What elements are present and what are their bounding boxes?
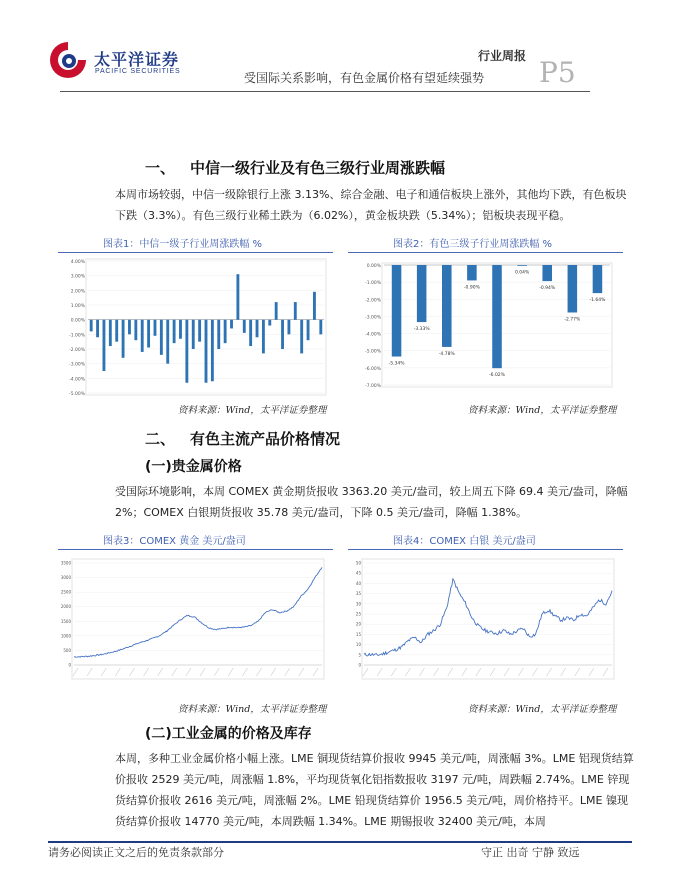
company-logo-icon [48,40,88,80]
bar [467,265,477,280]
bar [224,320,227,343]
fig3-title-rule [58,549,333,550]
data-label: 0.04% [514,270,530,276]
section2-number: 二、 [145,430,176,448]
y-tick-label: -6.00% [365,366,381,372]
footer-divider [48,841,632,843]
bar [243,320,246,333]
fig2-chart [348,255,623,400]
y-tick-label: -4.00% [69,377,85,383]
bar [96,320,99,338]
y-tick-label: 1000 [60,633,71,639]
bar [300,320,303,354]
data-label: -1.64% [589,298,606,304]
y-tick-label: 50 [355,560,361,566]
x-tick-mark [214,668,219,676]
y-tick-label: -4.00% [365,332,381,338]
data-label: -3.33% [413,327,430,333]
fig3-chart-svg [58,553,333,693]
x-tick-mark [101,668,106,676]
x-tick-mark [200,668,205,676]
bar [275,302,278,320]
bar [115,320,118,342]
x-tick-mark [462,668,467,676]
y-tick-label: -5.00% [69,392,85,397]
x-tick-mark [158,668,163,676]
bar [160,320,163,355]
bar [392,265,402,357]
x-tick-mark [589,668,594,676]
y-tick-label: 20 [355,621,361,627]
y-tick-label: -2.00% [69,348,85,353]
fig2-title-rule [348,252,623,253]
fig4-title-rule [348,549,623,550]
x-tick-mark [490,668,495,676]
y-tick-label: 35 [355,591,361,597]
bar [256,320,259,338]
bar [122,320,125,358]
y-tick-label: 2.00% [70,289,85,295]
fig1-source: 资料来源：Wind，太平洋证券整理 [178,405,327,416]
bar [103,320,106,371]
sub2-paragraph: 本周，多种工业金属价格小幅上涨。LME 铜现货结算价报收 9945 美元/吨，周涨幅 3%。LME 铝现货结算价报收 2529 美元/吨，周涨幅 1.8%，平均现货氧化铝指数报收 3197 元/吨，周跌幅 2.74%。LME 锌现货结算价报收 2616 美元/吨，周涨幅 2%。LME 铅现货结算价 1956.5 美元/吨，周价格持平。LME 镍现货结算价报收 14770 美元/吨，本周跌幅 1.34%。LME 期锡报收 32400 美元/吨，本周 [115,752,634,828]
x-tick-mark [547,668,552,676]
fig1-chart [58,255,333,400]
section1-paragraph: 本周市场较弱，中信一级除银行上涨 3.13%、综合金融、电子和通信板块上涨外，其他均下跌，有色板块下跌（3.3%）。有色三级行业稀土跌为（6.02%），黄金板块跌（5.34%）；铝板块表现平稳。 [115,188,627,222]
y-tick-label: -5.00% [365,349,381,355]
fig2-source: 资料来源：Wind，太平洋证券整理 [468,405,617,416]
bar [217,320,220,349]
bar [147,320,150,348]
bar [313,292,316,320]
bar [166,320,169,364]
x-tick-mark [313,668,318,676]
bar [230,320,233,329]
x-tick-mark [228,668,233,676]
bar [492,265,502,368]
x-tick-mark [603,668,608,676]
y-tick-label: 0.00% [366,264,381,269]
x-tick-mark [391,668,396,676]
y-tick-label: -3.00% [365,315,381,321]
series-line [74,567,322,657]
x-tick-mark [575,668,580,676]
y-tick-label: 30 [355,601,361,607]
fig4-chart-svg [348,553,623,693]
y-tick-label: 10 [355,642,361,648]
x-tick-mark [87,668,92,676]
y-tick-label: 40 [355,580,361,586]
x-tick-mark [448,668,453,676]
x-tick-mark [172,668,177,676]
bar [281,320,284,349]
brand-name-cn: 太平洋证券 [94,50,180,69]
fig4-title: 图表4：COMEX 白银 美元/盎司 [393,536,536,547]
fig3-title: 图表3：COMEX 黄金 美元/盎司 [103,536,246,547]
x-tick-mark [186,668,191,676]
x-tick-mark [476,668,481,676]
x-tick-mark [299,668,304,676]
x-tick-mark [518,668,523,676]
sub1-title: (一)贵金属价格 [145,459,242,475]
report-type: 行业周报 [478,49,527,63]
x-tick-mark [242,668,247,676]
bar [134,320,137,341]
footer-motto: 守正 出奇 宁静 致远 [481,846,580,859]
bar [211,320,214,382]
bar [249,320,252,346]
x-tick-mark [115,668,120,676]
data-label: -2.77% [564,317,581,323]
bar [568,265,578,312]
section2-title: 有色主流产品价格情况 [190,430,341,448]
bar [173,320,176,343]
data-label: -0.90% [463,285,480,291]
x-tick-mark [377,668,382,676]
bar [442,265,452,347]
y-tick-label: 0.00% [70,318,85,324]
y-tick-label: 3000 [60,575,71,581]
y-tick-label: -1.00% [365,281,381,287]
bar [109,320,112,346]
fig2-chart-svg [348,255,623,400]
sub2-title: (二)工业金属的价格及库存 [145,726,312,742]
data-label: -0.94% [539,286,556,292]
bar [593,265,603,293]
bar [128,320,131,335]
bar [319,320,322,335]
bar [268,320,271,326]
y-tick-label: 2000 [60,604,71,610]
bar [198,320,201,342]
bar [287,320,290,335]
fig1-title: 图表1：中信一级子行业周涨跌幅 % [103,239,263,250]
bar [141,320,144,352]
fig3-source: 资料来源：Wind，太平洋证券整理 [178,704,327,715]
bar [517,265,527,266]
x-tick-mark [73,668,78,676]
y-tick-label: 0 [68,662,71,668]
y-tick-label: 1.00% [70,304,85,309]
data-label: -6.02% [489,373,505,379]
y-tick-label: 0 [358,662,361,668]
sub1-paragraph: 受国际环境影响，本周 COMEX 黄金期货报收 3363.20 美元/盎司，较上周五下降 69.4 美元/盎司，降幅 2%；COMEX 白银期货报收 35.78 美元/盎司，下降 0.5 美元/盎司，降幅 1.38%。 [115,485,628,519]
x-tick-mark [257,668,262,676]
x-tick-mark [129,668,134,676]
plot-frame [72,559,324,679]
fig1-title-rule [58,252,333,253]
y-tick-label: -1.00% [69,333,85,339]
section1-title: 中信一级行业及有色三级行业周涨跌幅 [190,159,446,177]
x-tick-mark [405,668,410,676]
x-tick-mark [561,668,566,676]
bar [205,320,208,383]
fig2-title: 图表2：有色三级子行业周涨跌幅 % [393,239,553,250]
page-number: P5 [539,56,576,89]
x-tick-mark [144,668,149,676]
y-tick-label: 2500 [60,589,71,595]
y-tick-label: -7.00% [365,384,381,389]
data-label: -4.78% [438,351,455,357]
footer-disclaimer: 请务必阅读正文之后的免责条款部分 [48,846,224,859]
header-divider [60,91,590,92]
y-tick-label: 1500 [60,618,71,624]
page-header [0,0,680,100]
fig1-chart-svg [58,255,333,400]
fig3-chart [58,553,333,693]
y-tick-label: -3.00% [69,362,85,368]
bar [542,265,552,281]
x-tick-mark [285,668,290,676]
section1-number: 一、 [145,159,176,177]
fig4-source: 资料来源：Wind，太平洋证券整理 [468,704,617,715]
y-tick-label: -2.00% [365,298,381,304]
y-tick-label: 45 [355,570,361,576]
y-tick-label: 4.00% [70,260,85,265]
y-tick-label: 3.00% [70,274,85,280]
brand-name-en: PACIFIC SECURITIES [95,68,181,75]
bar [179,320,182,339]
x-tick-mark [419,668,424,676]
bar [307,320,310,341]
bar [90,320,93,332]
bar [236,274,239,319]
y-tick-label: 5 [358,652,361,658]
bar [294,302,297,320]
bar [262,320,265,354]
y-tick-label: 500 [63,647,71,653]
bar [417,265,427,322]
y-tick-label: 15 [355,631,361,637]
x-tick-mark [532,668,537,676]
x-tick-mark [271,668,276,676]
bar [154,320,157,336]
report-title: 受国际关系影响，有色金属价格有望延续强势 [244,71,485,85]
bar [192,320,195,349]
y-tick-label: 25 [355,611,361,617]
fig4-chart [348,553,623,693]
x-tick-mark [504,668,509,676]
bar [185,320,188,383]
x-tick-mark [434,668,439,676]
y-tick-label: 3500 [60,560,71,566]
data-label: -5.34% [388,361,405,367]
x-tick-mark [363,668,368,676]
